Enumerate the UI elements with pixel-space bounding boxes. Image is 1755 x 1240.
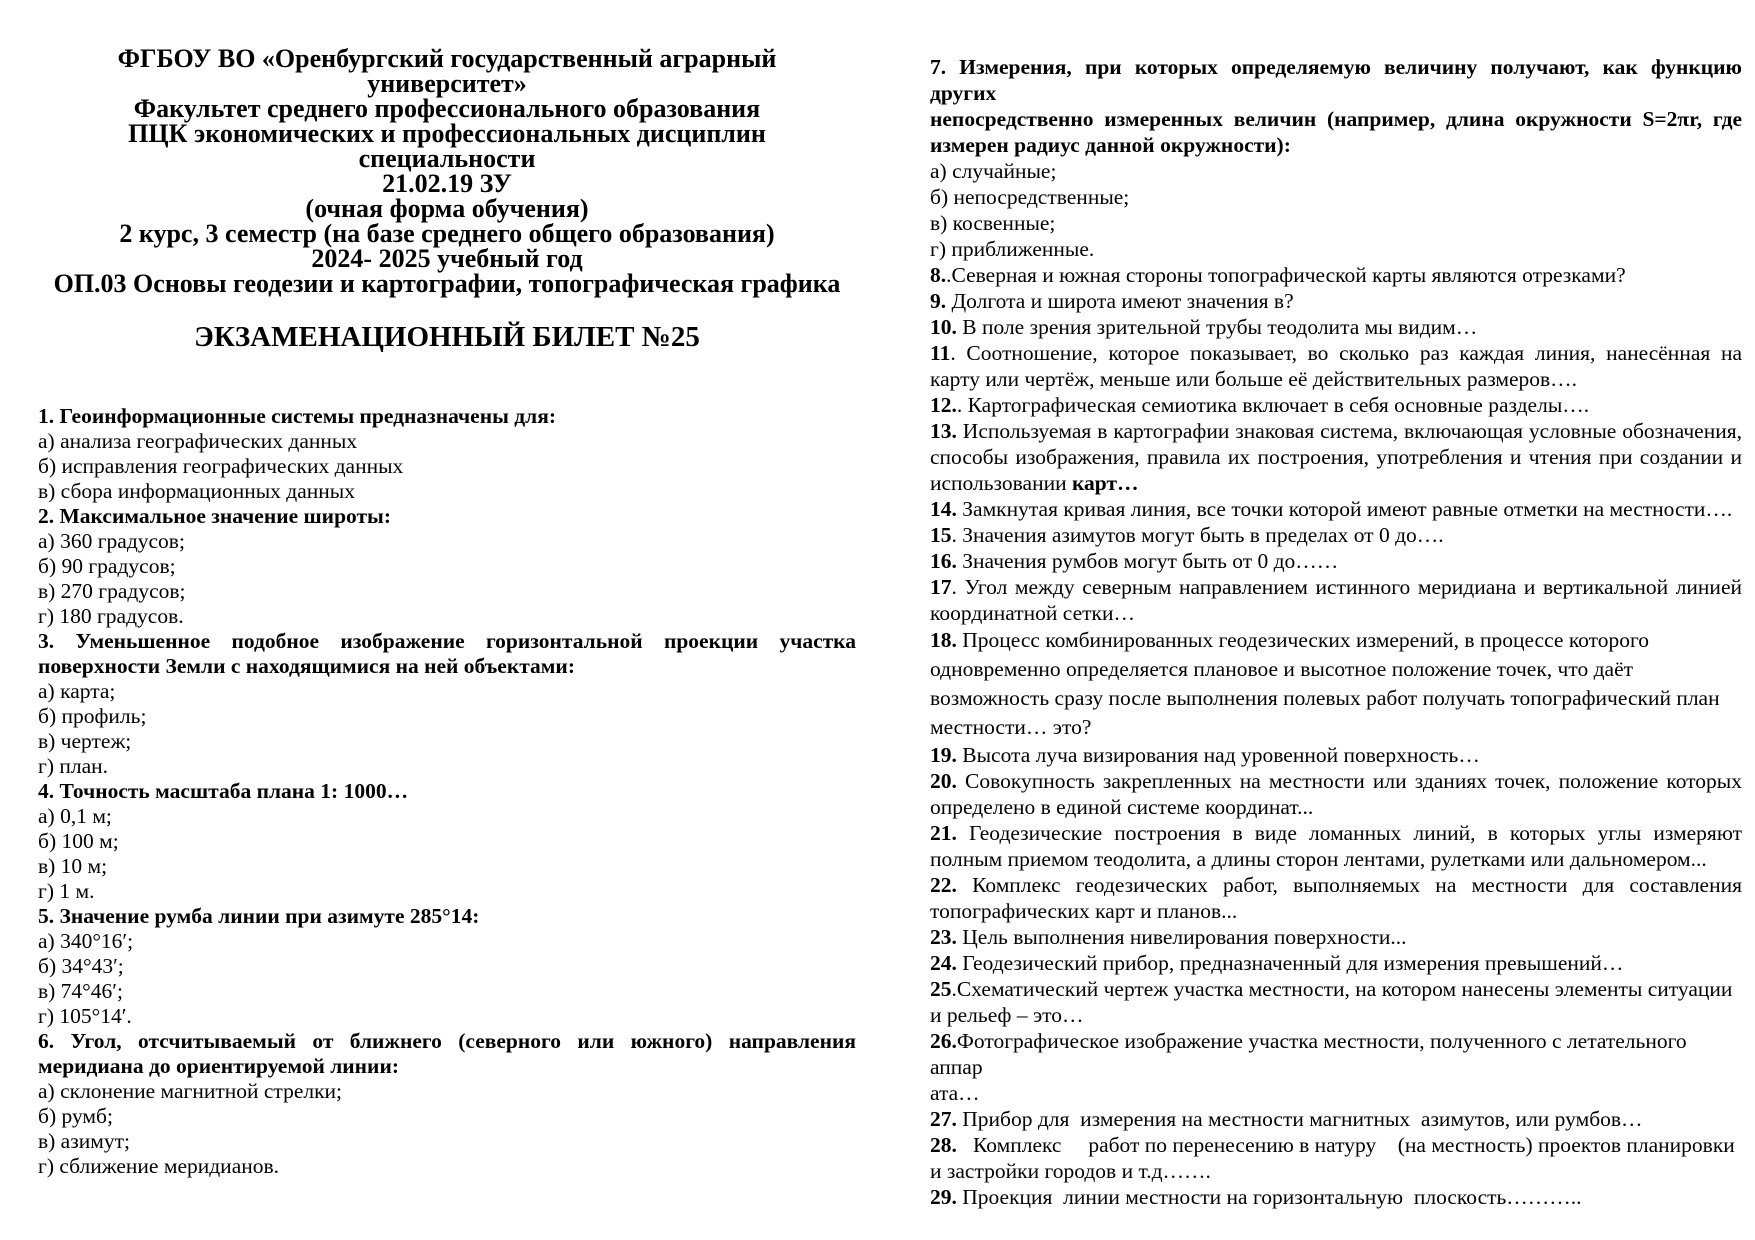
question-text: В поле зрения зрительной трубы теодолита мы видим… <box>956 315 1478 339</box>
question-number: 24. <box>930 951 957 975</box>
question-text: . Картографическая семиотика включает в себя основные разделы…. <box>956 393 1590 417</box>
question-number: 22. <box>930 873 957 897</box>
question-text: Цель выполнения нивелирования поверхности... <box>956 925 1407 949</box>
question-block <box>930 54 1748 262</box>
answer-option: в) косвенные; <box>930 211 1056 235</box>
question-heading <box>38 629 856 679</box>
question-text: .Северная и южная стороны топографической карты являются отрезками? <box>946 263 1626 287</box>
question-text: . Соотношение, которое показывает, во сколько раз каждая линия, нанесённая на карту или чертёж, меньше или больше её действительных размеров…. <box>930 341 1748 391</box>
question-number: 29. <box>930 1185 957 1209</box>
question-text: Значения румбов могут быть от 0 до…… <box>956 549 1339 573</box>
question-number: 8. <box>930 263 947 287</box>
question-block <box>38 904 856 1029</box>
question-text: Комплекс работ по перенесению в натуру (на местность) проектов планировки и застройки городов и т.д……. <box>930 1133 1735 1183</box>
answer-option: а) карта; <box>38 679 116 703</box>
question-heading-line: меридиана до ориентируемой линии: <box>38 1054 399 1078</box>
answer-option: г) план. <box>38 754 109 778</box>
document-header <box>38 46 856 296</box>
question-heading <box>930 54 1748 158</box>
answer-option: а) анализа географических данных <box>38 429 358 453</box>
left-column <box>38 0 856 1179</box>
question-item <box>930 626 1742 742</box>
question-text: .Схематический чертеж участка местности, на котором нанесены элементы ситуации и рельеф – это… <box>930 977 1738 1027</box>
answer-option: г) сближение меридианов. <box>38 1154 280 1178</box>
header-line: 2024- 2025 учебный год <box>311 244 583 273</box>
question-text: Геодезические построения в виде ломанных линий, в которых углы измеряют полным приемом теодолита, а длины сторон лентами, рулетками или дальномером... <box>930 821 1748 871</box>
question-item <box>930 548 1742 574</box>
question-7-block <box>930 54 1748 262</box>
question-number: 10. <box>930 315 957 339</box>
answer-option: а) 360 градусов; <box>38 529 185 553</box>
question-heading-line: 6. Угол, отсчитываемый от ближнего (северного или южного) направления <box>38 1029 856 1053</box>
answer-option: г) приближенные. <box>930 237 1095 261</box>
question-item <box>930 288 1742 314</box>
question-text: Комплекс геодезических работ, выполняемых на местности для составления топографических карт и планов... <box>930 873 1748 923</box>
question-number: 20. <box>930 769 957 793</box>
header-line: 21.02.19 ЗУ <box>382 169 512 198</box>
answer-option: а) 0,1 м; <box>38 804 112 828</box>
question-heading <box>38 904 856 929</box>
question-item <box>930 262 1742 288</box>
question-heading-line: 5. Значение румба линии при азимуте 285°14: <box>38 904 480 928</box>
question-text: . Угол между северным направлением истинного меридиана и вертикальной линией координатной сетки… <box>930 575 1748 625</box>
question-heading-line: 2. Максимальное значение широты: <box>38 504 391 528</box>
question-item <box>930 768 1748 820</box>
question-heading-line: измерен радиус данной окружности): <box>930 133 1291 157</box>
question-heading-line: 1. Геоинформационные системы предназначены для: <box>38 404 556 428</box>
question-number: 16. <box>930 549 957 573</box>
question-number: 11 <box>930 341 951 365</box>
question-item <box>930 924 1742 950</box>
question-heading-line: поверхности Земли с находящимися на ней объектами: <box>38 654 575 678</box>
question-text: Высота луча визирования над уровенной поверхность… <box>956 743 1480 767</box>
question-block <box>38 504 856 629</box>
question-item <box>930 496 1742 522</box>
question-number: 14. <box>930 497 957 521</box>
question-text: Процесс комбинированных геодезических измерений, в процессе которого одновременно определяется плановое и высотное положение точек, что даёт возможность сразу после выполнения полевых работ получать топографический план местности… это? <box>930 628 1720 739</box>
question-number: 27. <box>930 1107 957 1131</box>
answer-option: а) случайные; <box>930 159 1057 183</box>
header-line: Факультет среднего профессионального образования <box>133 94 761 123</box>
question-item <box>930 1184 1742 1210</box>
question-heading <box>38 779 856 804</box>
question-text: Используемая в картографии знаковая система, включающая условные обозначения, способы изображения, правила их построения, употребления и чтения при создании и использовании <box>930 419 1748 495</box>
header-line: (очная форма обучения) <box>305 194 589 223</box>
answer-option: в) 270 градусов; <box>38 579 186 603</box>
answer-option: в) сбора информационных данных <box>38 479 355 503</box>
question-item <box>930 340 1748 392</box>
right-questions <box>930 262 1748 1210</box>
question-heading-line: 4. Точность масштаба плана 1: 1000… <box>38 779 409 803</box>
question-block <box>38 629 856 779</box>
answer-option: г) 180 градусов. <box>38 604 184 628</box>
header-line: ФГБОУ ВО «Оренбургский государственный аграрный университет» <box>117 44 783 98</box>
question-number: 23. <box>930 925 957 949</box>
answer-option: б) исправления географических данных <box>38 454 404 478</box>
question-heading-line: 3. Уменьшенное подобное изображение горизонтальной проекции участка <box>38 629 856 653</box>
header-line: 2 курс, 3 семестр (на базе среднего общего образования) <box>119 219 775 248</box>
question-item <box>930 820 1748 872</box>
answer-option: б) профиль; <box>38 704 147 728</box>
question-text: Проекция линии местности на горизонтальную плоскость……….. <box>956 1185 1582 1209</box>
question-number: 28. <box>930 1133 957 1157</box>
question-number: 9. <box>930 289 947 313</box>
question-text: Геодезический прибор, предназначенный для измерения превышений… <box>956 951 1624 975</box>
question-heading-line: непосредственно измеренных величин (например, длина окружности S=2πr, где <box>930 107 1742 131</box>
question-item <box>930 522 1742 548</box>
question-item <box>930 872 1748 924</box>
question-item <box>930 418 1748 496</box>
question-text: Долгота и широта имеют значения в? <box>946 289 1294 313</box>
answer-option: б) 34°43′; <box>38 954 124 978</box>
question-block <box>38 779 856 904</box>
question-item <box>930 392 1742 418</box>
question-number: 25 <box>930 977 952 1001</box>
question-item <box>930 314 1742 340</box>
question-text: . Значения азимутов могут быть в пределах от 0 до…. <box>951 523 1444 547</box>
exam-title: ЭКЗАМЕНАЦИОННЫЙ БИЛЕТ №25 <box>194 321 700 353</box>
question-number: 15 <box>930 523 952 547</box>
question-text: Фотографическое изображение участка местности, полученного с летательного аппар ата… <box>930 1029 1692 1105</box>
question-item <box>930 742 1742 768</box>
question-item <box>930 574 1748 626</box>
question-text: Прибор для измерения на местности магнитных азимутов, или румбов… <box>956 1107 1643 1131</box>
question-item <box>930 1028 1742 1106</box>
answer-option: а) склонение магнитной стрелки; <box>38 1079 343 1103</box>
answer-option: в) 10 м; <box>38 854 108 878</box>
answer-option: а) 340°16′; <box>38 929 134 953</box>
answer-option: б) румб; <box>38 1104 113 1128</box>
question-number: 12. <box>930 393 957 417</box>
question-number: 13. <box>930 419 957 443</box>
question-heading <box>38 504 856 529</box>
question-block <box>38 1029 856 1179</box>
question-block <box>38 404 856 504</box>
question-number: 21. <box>930 821 957 845</box>
question-item <box>930 1132 1742 1184</box>
answer-option: в) 74°46′; <box>38 979 123 1003</box>
answer-option: г) 1 м. <box>38 879 95 903</box>
question-number: 19. <box>930 743 957 767</box>
question-number: 18. <box>930 628 957 652</box>
answer-option: б) непосредственные; <box>930 185 1130 209</box>
question-heading-line: 7. Измерения, при которых определяемую величину получают, как функцию других <box>930 55 1748 105</box>
question-item <box>930 976 1742 1028</box>
question-item <box>930 1106 1742 1132</box>
header-line: ОП.03 Основы геодезии и картографии, топографическая графика <box>53 269 841 298</box>
question-heading <box>38 404 856 429</box>
left-questions <box>38 404 856 1179</box>
question-text-bold: карт… <box>1071 471 1139 495</box>
answer-option: в) чертеж; <box>38 729 132 753</box>
answer-option: г) 105°14′. <box>38 1004 132 1028</box>
question-text: Замкнутая кривая линия, все точки которой имеют равные отметки на местности…. <box>956 497 1733 521</box>
answer-option: б) 100 м; <box>38 829 119 853</box>
question-text: Совокупность закрепленных на местности или зданиях точек, положение которых определено в единой системе координат... <box>930 769 1748 819</box>
question-number: 26. <box>930 1029 957 1053</box>
right-column <box>930 0 1748 1210</box>
question-heading <box>38 1029 856 1079</box>
question-number: 17 <box>930 575 952 599</box>
header-line: ПЦК экономических и профессиональных дисциплин специальности <box>128 119 773 173</box>
answer-option: в) азимут; <box>38 1129 130 1153</box>
answer-option: б) 90 градусов; <box>38 554 176 578</box>
question-item <box>930 950 1742 976</box>
